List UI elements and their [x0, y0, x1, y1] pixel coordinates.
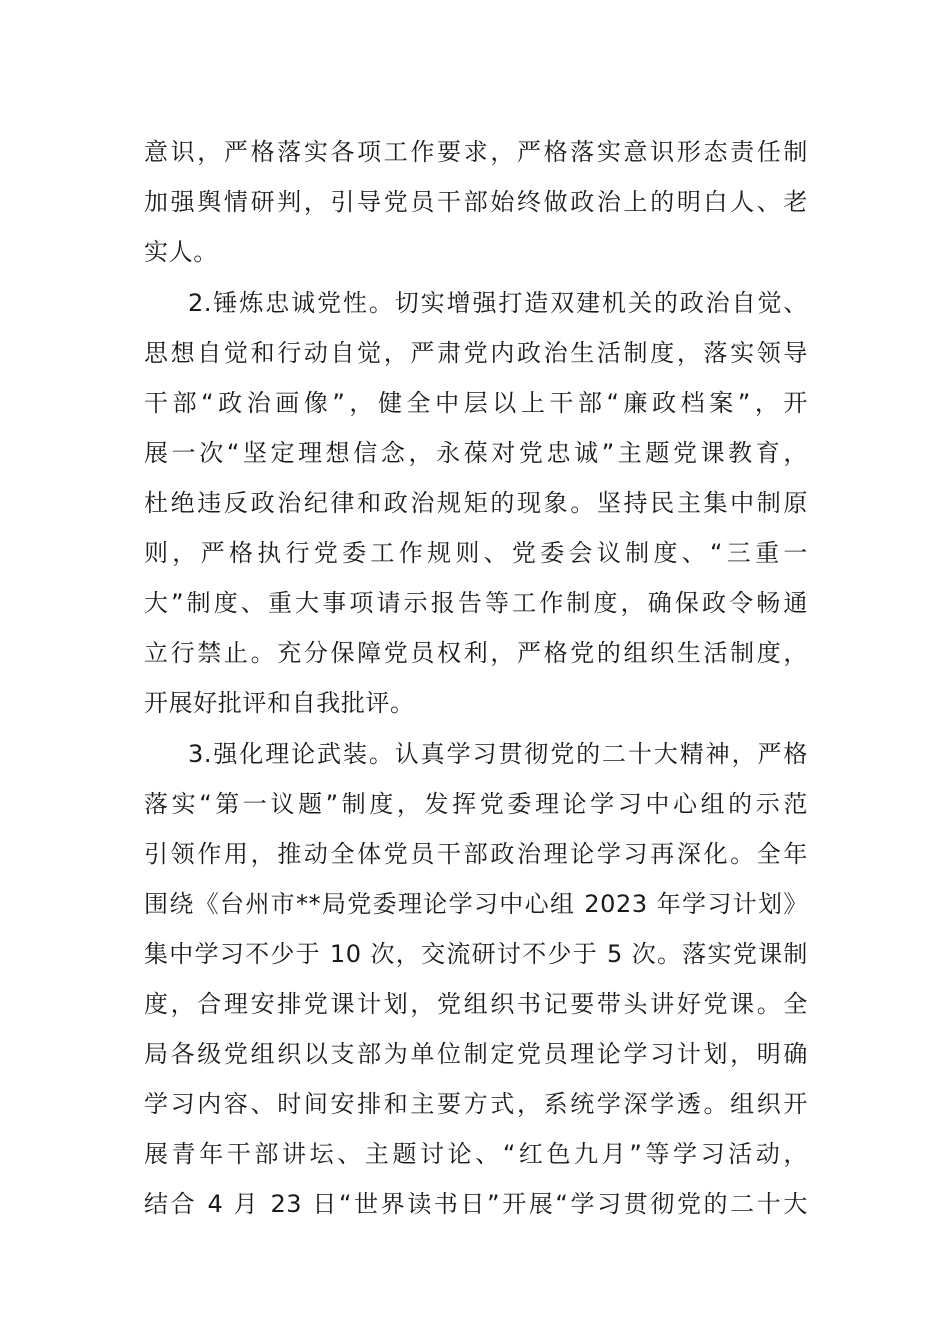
text-line: 思想自觉和行动自觉，严肃党内政治生活制度，落实领导 — [144, 339, 808, 367]
paragraph-3-first-line: 3.强化理论武装。认真学习贯彻党的二十大精神，严格 — [188, 740, 808, 768]
text-line: 大”制度、重大事项请示报告等工作制度，确保政令畅通 — [144, 589, 808, 617]
text-line: 度，合理安排党课计划，党组织书记要带头讲好党课。全 — [144, 990, 808, 1018]
text-line: 开展好批评和自我批评。 — [144, 689, 415, 717]
text-line: 围绕《台州市**局党委理论学习中心组 2023 年学习计划》 — [144, 890, 808, 918]
text-line: 加强舆情研判，引导党员干部始终做政治上的明白人、老 — [144, 188, 808, 216]
text-line: 局各级党组织以支部为单位制定党员理论学习计划，明确 — [144, 1040, 808, 1068]
paragraph-2-first-line: 2.锤炼忠诚党性。切实增强打造双建机关的政治自觉、 — [188, 289, 808, 317]
text-line: 展青年干部讲坛、主题讨论、“红色九月”等学习活动， — [144, 1140, 808, 1168]
text-line: 展一次“坚定理想信念，永葆对党忠诚”主题党课教育， — [144, 439, 808, 467]
text-line: 则，严格执行党委工作规则、党委会议制度、“三重一 — [144, 539, 808, 567]
text-line: 实人。 — [144, 238, 218, 266]
text-line: 引领作用，推动全体党员干部政治理论学习再深化。全年 — [144, 840, 808, 868]
text-line: 集中学习不少于 10 次，交流研讨不少于 5 次。落实党课制 — [144, 940, 808, 968]
text-line: 立行禁止。充分保障党员权利，严格党的组织生活制度， — [144, 639, 808, 667]
text-line: 意识，严格落实各项工作要求，严格落实意识形态责任制 — [144, 138, 808, 166]
text-line: 杜绝违反政治纪律和政治规矩的现象。坚持民主集中制原 — [144, 489, 808, 517]
text-line: 学习内容、时间安排和主要方式，系统学深学透。组织开 — [144, 1090, 808, 1118]
text-line: 落实“第一议题”制度，发挥党委理论学习中心组的示范 — [144, 790, 808, 818]
text-line: 结合 4 月 23 日“世界读书日”开展“学习贯彻党的二十大 — [144, 1190, 808, 1218]
text-line: 干部“政治画像”，健全中层以上干部“廉政档案”，开 — [144, 389, 808, 417]
